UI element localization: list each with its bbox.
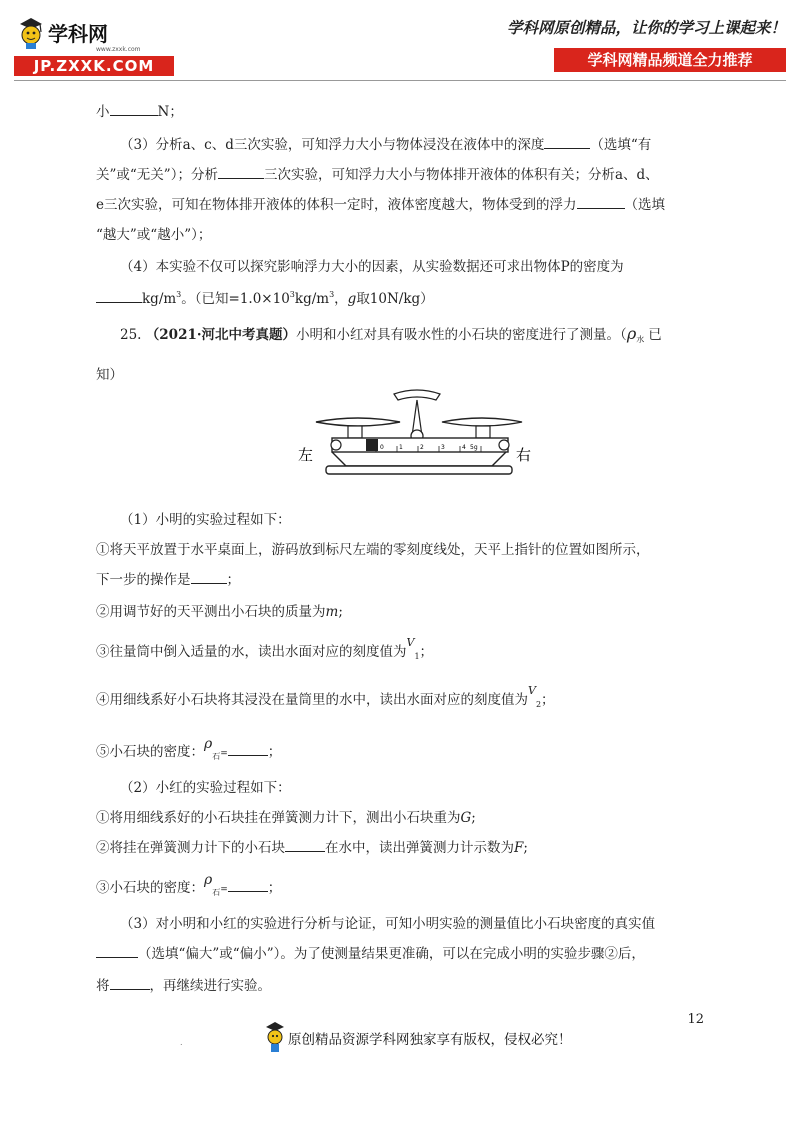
footer-notice	[264, 1020, 594, 1060]
answer-blank	[228, 879, 268, 892]
q24-line-3: 关”或“无关”）；分析 三次实验，可知浮力大小与物体排开液体的体积有关；分析a、d、	[96, 167, 659, 183]
header-slogan: 学科网原创精品，让你的学习上课起来！	[506, 19, 786, 37]
scale-mark-5: 5g	[470, 444, 478, 451]
part2-step2: ②将挂在弹簧测力计下的小石块 在水中，读出弹簧测力计示数为F;	[96, 840, 528, 856]
header-banner	[506, 14, 786, 74]
part2-step3: ③小石块的密度：$\rho_石=$ ；	[96, 872, 282, 897]
q25-number: 25.	[120, 327, 142, 343]
part3-line1: （3）对小明和小红的实验进行分析与论证，可知小明实验的测量值比小石块密度的真实值	[120, 916, 656, 932]
part3-line2: （选填“偏大”或“偏小”）。为了使测量结果更准确，可以在完成小明的实验步骤②后，	[96, 942, 645, 962]
balance-right-label: 右	[516, 446, 532, 464]
logo-site-bar[interactable]: JP.ZXXK.COM	[14, 56, 174, 76]
part2-heading: （2）小红的实验过程如下：	[120, 780, 291, 796]
answer-blank	[96, 945, 138, 958]
header-divider	[14, 80, 786, 81]
q24-line-4: e三次实验，可知在物体排开液体的体积一定时，液体密度越大，物体受到的浮力 （选填	[96, 197, 665, 213]
part1-step5: ⑤小石块的密度：$\rho_石=$ ；	[96, 736, 282, 761]
answer-blank	[96, 290, 142, 303]
answer-blank	[110, 977, 150, 990]
scale-mark-1: 1	[399, 444, 403, 451]
part1-step4: ④用细线系好小石块将其浸没在量筒里的水中，读出水面对应的刻度值为$^V_2$；	[96, 684, 555, 709]
q25-source: （2021·河北中考真题）	[145, 327, 297, 343]
page-number: 12	[687, 1012, 704, 1027]
q24-line-1: 小 N；	[96, 104, 183, 120]
site-logo	[14, 14, 174, 75]
balance-figure	[296, 386, 536, 486]
answer-blank	[577, 196, 625, 209]
logo-brand: 学科网	[48, 22, 108, 46]
part2-step1: ①将用细线系好的小石块挂在弹簧测力计下，测出小石块重为G;	[96, 810, 476, 826]
scale-mark-4: 4	[462, 444, 466, 451]
part1-step1-line2: 下一步的操作是 ；	[96, 572, 240, 588]
part1-heading: （1）小明的实验过程如下：	[120, 512, 291, 528]
scale-mark-2: 2	[420, 444, 424, 451]
q24-line-7: $kg/m^3$。（已知$=1.0\times 10^3kg/m^3$，g取10N/kg）	[96, 287, 434, 307]
scale-mark-0: 0	[380, 444, 384, 451]
part1-step2: ②用调节好的天平测出小石块的质量为m;	[96, 604, 343, 620]
header-channel[interactable]: 学科网精品频道全力推荐	[554, 48, 786, 72]
mascot-icon	[16, 16, 46, 50]
answer-blank	[110, 103, 158, 116]
answer-blank	[228, 743, 268, 756]
answer-blank	[191, 571, 227, 584]
part1-step3: ③往量筒中倒入适量的水，读出水面对应的刻度值为$^V_1$；	[96, 636, 434, 661]
q25-stem-cont: 知）	[96, 367, 123, 383]
part1-step1-line1: ①将天平放置于水平桌面上，游码放到标尺左端的零刻度线处，天平上指针的位置如图所示，	[96, 542, 650, 558]
q24-line-5: “越大”或“越小”）；	[96, 227, 212, 243]
q24-line-2: （3）分析a、c、d三次实验，可知浮力大小与物体浸没在液体中的深度 （选填“有	[120, 137, 652, 153]
copyright-notice: 原创精品资源学科网独家享有版权，侵权必究！	[288, 1032, 572, 1048]
scale-mark-3: 3	[441, 444, 445, 451]
q25-stem: 25. （2021·河北中考真题）小明和小红对具有吸水性的小石块的密度进行了测量。（$\rho_水$ 已	[120, 324, 662, 344]
balance-left-label: 左	[298, 446, 314, 464]
footer-dot: .	[180, 1038, 183, 1047]
q24-line-6: （4）本实验不仅可以探究影响浮力大小的因素，从实验数据还可求出物体P的密度为	[120, 259, 624, 275]
answer-blank	[285, 839, 325, 852]
part3-line3: 将 ，再继续进行实验。	[96, 978, 271, 994]
mascot-icon	[264, 1020, 286, 1054]
answer-blank	[544, 136, 590, 149]
logo-url: www.zxxk.com	[96, 46, 141, 53]
answer-blank	[218, 166, 264, 179]
